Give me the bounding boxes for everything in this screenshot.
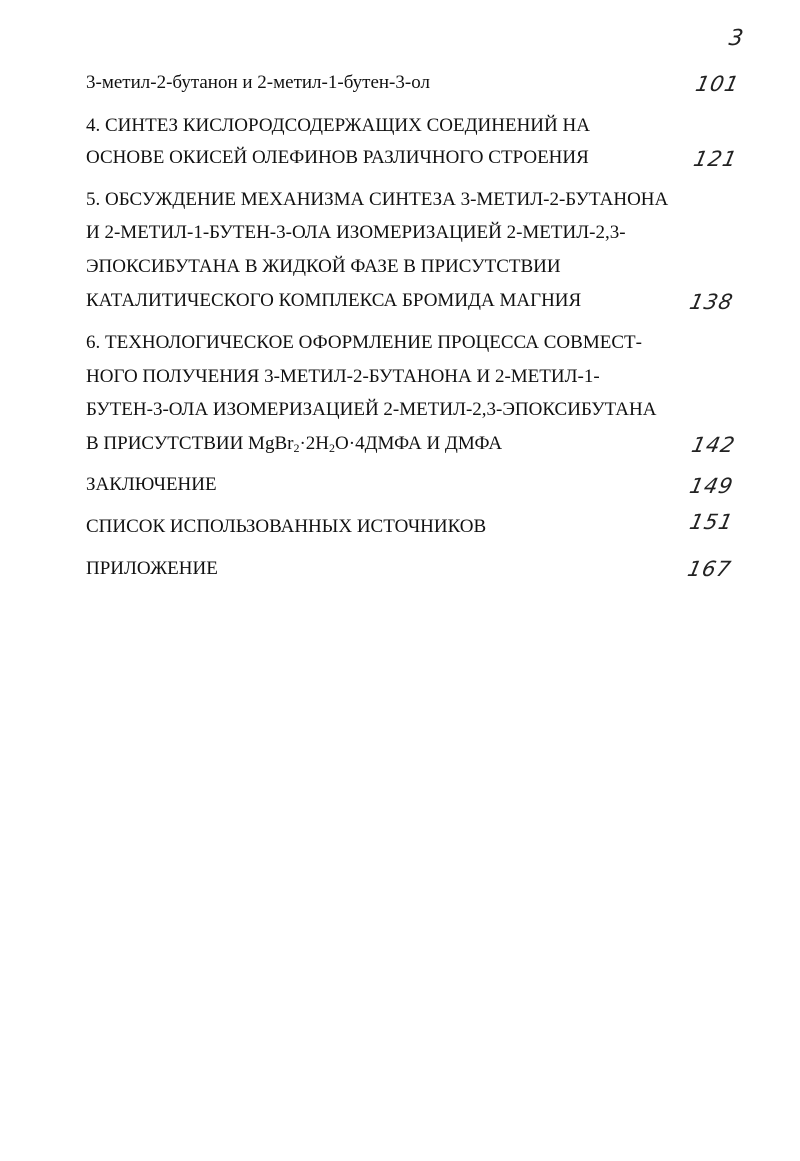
toc-entry-line: БУТЕН-3-ОЛА ИЗОМЕРИЗАЦИЕЙ 2-МЕТИЛ-2,3-ЭПОКСИБУТАНА	[86, 399, 657, 420]
page-number: 3	[727, 26, 745, 51]
handwritten-page-number: 151	[687, 510, 736, 534]
formula-text: В ПРИСУТСТВИИ MgBr	[86, 433, 294, 454]
toc-entry-line: ЗАКЛЮЧЕНИЕ	[86, 474, 217, 495]
formula-text: O·4ДМФА И ДМФА	[335, 433, 503, 454]
toc-entry-line: ОСНОВЕ ОКИСЕЙ ОЛЕФИНОВ РАЗЛИЧНОГО СТРОЕНИЯ	[86, 147, 589, 168]
handwritten-page-number: 167	[685, 557, 734, 581]
handwritten-page-number: 142	[689, 433, 738, 457]
toc-entry-formula-line	[86, 433, 502, 455]
formula-subscript: 2	[293, 441, 300, 455]
formula-text: ·2H	[299, 433, 330, 454]
toc-entry-line: 6. ТЕХНОЛОГИЧЕСКОЕ ОФОРМЛЕНИЕ ПРОЦЕССА СОВМЕСТ-	[86, 332, 642, 353]
toc-entry-line: И 2-МЕТИЛ-1-БУТЕН-3-ОЛА ИЗОМЕРИЗАЦИЕЙ 2-МЕТИЛ-2,3-	[86, 222, 626, 243]
handwritten-page-number: 101	[693, 72, 742, 96]
toc-entry-line: 5. ОБСУЖДЕНИЕ МЕХАНИЗМА СИНТЕЗА 3-МЕТИЛ-2-БУТАНОНА	[86, 189, 669, 210]
toc-entry-line: НОГО ПОЛУЧЕНИЯ 3-МЕТИЛ-2-БУТАНОНА И 2-МЕТИЛ-1-	[86, 366, 600, 387]
toc-entry-line: 3-метил-2-бутанон и 2-метил-1-бутен-3-ол	[86, 72, 430, 93]
toc-entry-line: КАТАЛИТИЧЕСКОГО КОМПЛЕКСА БРОМИДА МАГНИЯ	[86, 290, 582, 311]
formula-subscript: 2	[329, 441, 336, 455]
toc-entry-line: ЭПОКСИБУТАНА В ЖИДКОЙ ФАЗЕ В ПРИСУТСТВИИ	[86, 256, 561, 277]
handwritten-page-number: 121	[691, 147, 740, 171]
handwritten-page-number: 138	[687, 290, 736, 314]
toc-entry-line: СПИСОК ИСПОЛЬЗОВАННЫХ ИСТОЧНИКОВ	[86, 516, 487, 537]
toc-entry-line: ПРИЛОЖЕНИЕ	[86, 558, 218, 579]
toc-entry-line: 4. СИНТЕЗ КИСЛОРОДСОДЕРЖАЩИХ СОЕДИНЕНИЙ НА	[86, 115, 590, 136]
handwritten-page-number: 149	[687, 474, 736, 498]
